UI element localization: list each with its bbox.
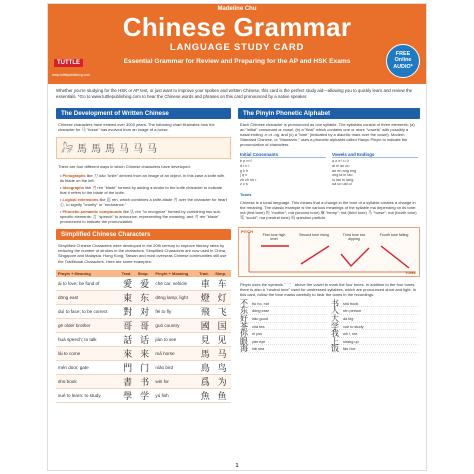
pinyin-meaning-cell: duì to face; to be correct xyxy=(56,304,120,318)
traditional-cell: 飛 xyxy=(197,304,213,318)
simplified-cell: 书 xyxy=(136,374,154,388)
example-row xyxy=(240,306,327,316)
third-tone-contour xyxy=(341,248,369,266)
traditional-cell: 對 xyxy=(120,304,136,318)
types-intro: There are four different ways in which Chinese characters have developed: xyxy=(58,164,191,170)
example-character: 人 xyxy=(331,306,339,316)
pinyin-meaning-cell: ài to love; be fond of xyxy=(56,277,120,291)
simplified-cell: 来 xyxy=(136,346,154,360)
example-character: 不 xyxy=(240,298,248,308)
initials-row: d t n l xyxy=(240,164,250,169)
section-heading-pinyin: The Pinyin Phonetic Alphabet xyxy=(238,108,420,119)
column-header: Trad. xyxy=(120,270,136,277)
simplified-body: Simplified Chinese Characters were developed in the 20th century to improve literacy rates by reducing the number of strokes in the characters. Simplified Characters are now used in China, Singapore and Malaysia. Hong Kong, Taiwan and most overseas Chinese communities still use the Traditional Characters. Here are some examples: xyxy=(58,243,227,264)
example-character: 好 xyxy=(240,313,248,323)
right-column xyxy=(238,108,420,357)
simplified-cell: 车 xyxy=(213,277,231,291)
badge-line: Online xyxy=(394,57,412,64)
fourth-tone-contour xyxy=(381,246,409,268)
traditional-cell: 魚 xyxy=(197,388,213,402)
finals-title: Vowels and Endings xyxy=(332,152,418,158)
initials-row: j q x xyxy=(240,173,247,178)
pinyin-meaning-cell: niǎo bird xyxy=(153,360,197,374)
publisher-url: www.tuttlepublishing.com xyxy=(52,73,91,77)
example-gloss: yǎn eye xyxy=(252,339,266,344)
example-column xyxy=(240,298,327,355)
example-gloss: shàng up xyxy=(343,339,359,344)
finals-row: ai ei ao ou xyxy=(332,164,350,169)
finals-column xyxy=(332,152,418,187)
example-character: 学 xyxy=(331,321,339,331)
table-row xyxy=(56,304,231,318)
simplified-cell: 东 xyxy=(136,290,154,304)
example-gloss: fàn rice xyxy=(343,347,356,352)
left-column xyxy=(56,108,231,403)
example-gloss: nǐ you xyxy=(252,332,263,337)
pinyin-meaning-cell: wèi for xyxy=(153,374,197,388)
table-row xyxy=(56,360,231,374)
example-row xyxy=(240,298,327,308)
traditional-cell: 爲 xyxy=(197,374,213,388)
pinyin-meaning-cell: huà speech; to talk xyxy=(56,332,120,346)
simplified-cell: 鱼 xyxy=(213,388,231,402)
glyph: 馬 xyxy=(91,144,101,156)
example-character: 我 xyxy=(331,329,339,339)
type-label: Ideographs xyxy=(62,185,85,191)
simplified-cell: 话 xyxy=(136,332,154,346)
traditional-cell: 書 xyxy=(120,374,136,388)
finals-row: an en ang eng xyxy=(332,168,357,173)
pinyin-meaning-cell: gē older brother xyxy=(56,318,120,332)
initials-row: zh ch sh r xyxy=(240,177,257,182)
example-gloss: chá tea xyxy=(252,324,265,329)
finals-row: ong ia ie iao xyxy=(332,173,353,178)
example-gloss: rén person xyxy=(343,309,362,314)
page-subtitle: LANGUAGE STUDY CARD xyxy=(169,42,305,53)
example-gloss: hǎo good xyxy=(252,316,268,321)
finals-row: a o e i u ü xyxy=(332,159,349,164)
pinyin-meaning-cell: fēi to fly xyxy=(153,304,197,318)
glyph: 馬 xyxy=(105,144,115,156)
traditional-cell: 愛 xyxy=(120,277,136,291)
column-header: Simp. xyxy=(136,270,154,277)
pinyin-meaning-cell: guó country xyxy=(153,318,197,332)
author-name: Madeline Chu xyxy=(217,6,257,12)
character-types-list xyxy=(56,172,231,227)
example-character: 东 xyxy=(240,306,248,316)
initials-row: b p m f xyxy=(240,159,252,164)
tone-label: TONE xyxy=(404,269,416,275)
header-band xyxy=(48,4,426,84)
example-character: 上 xyxy=(331,336,339,346)
simplified-cell: 国 xyxy=(213,318,231,332)
type-label: Pictographs xyxy=(62,173,86,179)
simplified-cell: 门 xyxy=(136,360,154,374)
simplified-cell: 对 xyxy=(136,304,154,318)
finals-row: iu ian in iang xyxy=(332,177,354,182)
pinyin-meaning-cell: mǎ horse xyxy=(153,346,197,360)
example-gloss: bù no, not xyxy=(252,301,269,306)
badge-line: FREE xyxy=(395,51,411,57)
tone-name: Second tone rising xyxy=(299,232,329,237)
example-gloss: hǎi sea xyxy=(252,347,265,352)
simplified-cell: 马 xyxy=(213,346,231,360)
pinyin-body: Each Chinese character is pronounced as one syllable. The syllables consist of three elements: (a) an "initial" consonant or vowel, (b) a "final" which contains one or more "vowels" with possibly a nasal ending -n or -ng, and (c) a "tone" (indicated by a diacritic mark over the vowel). Modern Standard Chinese, or "Mandarin," uses a phonetic alphabet called Hanyu Pinyin to indicate the pronunciation of characters. xyxy=(240,122,415,148)
example-character: 书 xyxy=(331,298,339,308)
pinyin-meaning-cell: xué to learn; to study xyxy=(56,388,120,402)
simplified-cell: 灯 xyxy=(213,290,231,304)
type-text: like 认 rèn "to recognize" formed by combining two sub-specific elements: 言 "speech" to announce, representing the meaning, and 刃 rèn "blade" pronounced to indicate the pronunciation. xyxy=(60,209,222,225)
example-gloss: xué to study xyxy=(343,324,364,329)
example-row xyxy=(331,329,418,339)
traditional-cell: 門 xyxy=(120,360,136,374)
simplified-cell: 爱 xyxy=(136,277,154,291)
example-row xyxy=(331,344,418,354)
initials-row: z c s xyxy=(240,182,248,187)
example-character: 大 xyxy=(331,313,339,323)
initials-title: Initial Consonants xyxy=(240,152,326,158)
study-card-page xyxy=(47,3,427,471)
initials-column xyxy=(240,152,326,187)
table-row xyxy=(56,290,231,304)
table-row xyxy=(56,388,231,402)
pinyin-meaning-cell: chē car, vehicle xyxy=(153,277,197,291)
example-gloss: shū book xyxy=(343,301,359,306)
type-label: Phonetic-semantic compounds xyxy=(62,209,122,215)
simplified-cell: 哥 xyxy=(136,318,154,332)
list-item: • Ideographs like 刃 rèn "blade" formed by adding a stroke to the knife character to indicate that it refers to the blade of the knife. xyxy=(60,185,223,196)
pinyin-meaning-cell: dēng lamp, light xyxy=(153,290,197,304)
page-number: 1 xyxy=(235,463,239,469)
example-row xyxy=(331,298,418,308)
example-character: 你 xyxy=(240,329,248,339)
traditional-cell: 東 xyxy=(120,290,136,304)
tone-usage: Pinyin uses the symbols ¯ ´ ˇ ` above the vowel to mark the four tones. In addition to the four tones, there is also a "neutral tone" used for unstressed syllables, which are pronounced short and light. In this card, follow the tone marks carefully to hear the tones in the recordings. xyxy=(240,281,417,297)
traditional-cell: 鳥 xyxy=(197,360,213,374)
pinyin-meaning-cell: yú fish xyxy=(153,388,197,402)
example-row xyxy=(240,321,327,331)
glyph: 𓃗 xyxy=(61,144,73,156)
traditional-cell: 話 xyxy=(120,332,136,346)
example-character: 茶 xyxy=(240,321,248,331)
example-column xyxy=(331,298,418,355)
pinyin-sound-grid xyxy=(238,150,420,189)
publisher-logo: TUTTLE xyxy=(54,59,83,67)
type-text: like 刃 rèn "blade" formed by adding a stroke to the knife character to indicate that it refers to the blade of the knife. xyxy=(60,185,223,196)
horse-evolution-strip xyxy=(56,137,231,159)
finals-row: ua uo uai ui xyxy=(332,182,352,187)
traditional-cell: 學 xyxy=(120,388,136,402)
simplified-cell: 学 xyxy=(136,388,154,402)
example-row xyxy=(240,313,327,323)
column-header: Pinyin + Meaning xyxy=(153,270,197,277)
traditional-cell: 哥 xyxy=(120,318,136,332)
second-tone-contour xyxy=(301,246,329,264)
badge-line: AUDIO* xyxy=(393,63,413,70)
section-heading-simplified: Simplified Chinese Characters xyxy=(56,229,231,240)
list-item: • Pictographs like 刀 dāo "knife" derived from an image of an object. In this case a knife with its blade on the left. xyxy=(60,173,225,184)
example-row xyxy=(240,336,327,346)
simplified-characters-table xyxy=(56,270,231,403)
tone-chart xyxy=(238,227,420,277)
example-gloss: dōng east xyxy=(252,309,269,314)
traditional-cell: 燈 xyxy=(197,290,213,304)
list-item: • Logical extensions like 忍 rěn, which combines a knife-blade 刃 over the character for heart 心, to signify "cruelty" or "endurance." xyxy=(60,197,227,208)
simplified-cell: 鸟 xyxy=(213,360,231,374)
example-character: 饭 xyxy=(331,344,339,354)
example-row xyxy=(331,321,418,331)
example-row xyxy=(331,306,418,316)
tone-name: Third tone low dipping xyxy=(342,232,366,241)
traditional-cell: 見 xyxy=(197,332,213,346)
type-text: like 忍 rěn, which combines a knife-blade 刃 over the character for heart 心, to signify "cruelty" or "endurance." xyxy=(60,197,227,208)
table-header-row xyxy=(56,270,231,277)
development-body: Chinese characters have existed over 3000 years. The following chart illustrates how the character for 马 "horse" has evolved from an image of a horse. xyxy=(58,122,215,133)
tagline: Essential Grammar for Review and Preparing for the AP and HSK Exams xyxy=(123,58,351,65)
pitch-label: PITCH xyxy=(241,228,253,234)
traditional-cell: 來 xyxy=(120,346,136,360)
example-character: 海 xyxy=(240,344,248,354)
section-heading-development: The Development of Written Chinese xyxy=(56,108,231,119)
example-row xyxy=(331,336,418,346)
simplified-cell: 见 xyxy=(213,332,231,346)
pinyin-meaning-cell: jiàn to see xyxy=(153,332,197,346)
example-row xyxy=(240,344,327,354)
tones-heading: Tones xyxy=(240,192,252,198)
table-body xyxy=(56,277,231,403)
tone-name: Fourth tone falling xyxy=(379,232,409,237)
intro-text: Whether you're studying for the HSK or AP test, or just want to improve your spoken and written Chinese, this card is the perfect study aid—allowing you to quickly learn and review the essentials. *Go to www.tuttlepublishing.com to hear the Chinese words and phrases on this card pronounced by a native speaker. xyxy=(56,88,413,99)
simplified-cell: 为 xyxy=(213,374,231,388)
pinyin-meaning-cell: shū book xyxy=(56,374,120,388)
table-row xyxy=(56,346,231,360)
example-character: 眼 xyxy=(240,336,248,346)
tone-name: First tone high level xyxy=(262,232,286,241)
initials-row: g k h xyxy=(240,168,249,173)
example-row xyxy=(331,313,418,323)
glyph: 马 xyxy=(147,144,157,156)
traditional-cell: 馬 xyxy=(197,346,213,360)
type-label: Logical extensions xyxy=(62,197,99,203)
table-row xyxy=(56,374,231,388)
example-gloss: dà big xyxy=(343,316,354,321)
column-header: Simp. xyxy=(213,270,231,277)
free-audio-badge xyxy=(386,44,420,78)
table-row xyxy=(56,277,231,291)
list-item: • Phonetic-semantic compounds like 认 rèn "to recognize" formed by combining two sub-specific elements: 言 "speech" to announce, representing the meaning, and 刃 rèn "blade" pronounced to indicate the pronunciation. xyxy=(60,209,222,225)
traditional-cell: 國 xyxy=(197,318,213,332)
glyph: 马 xyxy=(133,144,143,156)
simplified-cell: 飞 xyxy=(213,304,231,318)
example-words xyxy=(238,300,420,357)
pinyin-meaning-cell: mén door, gate xyxy=(56,360,120,374)
table-row xyxy=(56,332,231,346)
page-title: Chinese Grammar xyxy=(122,12,352,42)
column-header: Pinyin + Meaning xyxy=(56,270,120,277)
pinyin-meaning-cell: lái to come xyxy=(56,346,120,360)
type-text: like 刀 dāo "knife" derived from an image of an object. In this case a knife with its blade on the left. xyxy=(60,173,225,184)
pinyin-meaning-cell: dōng east xyxy=(56,290,120,304)
column-header: Trad. xyxy=(197,270,213,277)
example-row xyxy=(240,329,327,339)
glyph: 馬 xyxy=(77,144,87,156)
table-row xyxy=(56,318,231,332)
tones-body: Chinese is a tonal language. This means that a change in the tone of a syllable creates a change in the meaning. The classic example is the various meanings of the syllable ma depending on its tone: mā (first tone) 妈 "mother"; má (second tone) 麻 "hemp"; mǎ (third tone) 马 "horse"; mà (fourth tone) 骂 "scold"; ma (neutral tone) 吗 question particle. xyxy=(240,200,417,221)
example-gloss: wǒ I, me xyxy=(343,332,358,337)
traditional-cell: 車 xyxy=(197,277,213,291)
glyph: 马 xyxy=(119,144,129,156)
